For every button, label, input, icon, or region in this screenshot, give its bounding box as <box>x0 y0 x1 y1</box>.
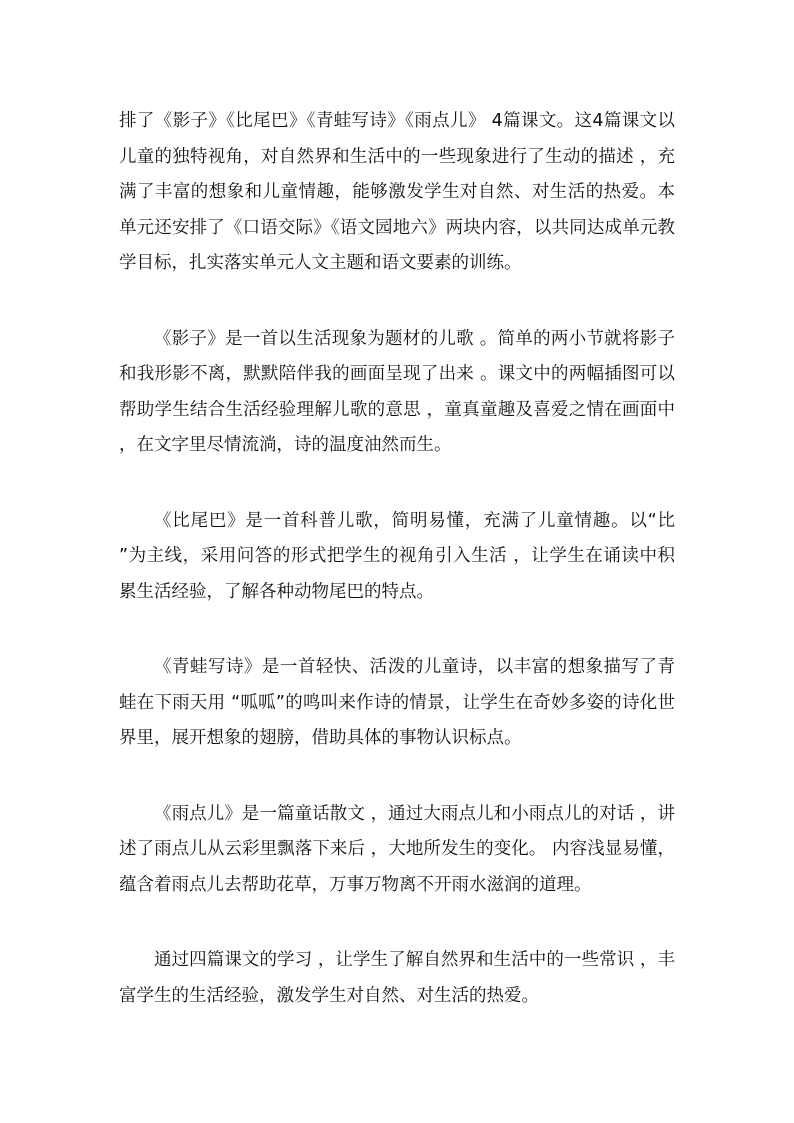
paragraph-biweiba: 《比尾巴》是一首科普儿歌，简明易懂，充满了儿童情趣。以“比 ”为主线，采用问答的形式把学生的视角引入生活 ，让学生在诵读中积累生活经验，了解各种动物尾巴的特点。 <box>119 510 675 602</box>
paragraph-yingzi: 《影子》是一首以生活现象为题材的儿歌 。简单的两小节就将影子和我形影不离，默默陪伴我的画面呈现了出来 。课文中的两幅插图可以帮助学生结合生活经验理解儿歌的意思 ，童真童趣及喜爱之情在画面中 ，在文字里尽情流淌，诗的温度油然而生。 <box>119 328 675 455</box>
paragraph-qingwa-xieshi: 《青蛙写诗》是一首轻快、活泼的儿童诗，以丰富的想象描写了青蛙在下雨天用 “呱呱”的鸣叫来作诗的情景，让学生在奇妙多姿的诗化世界里，展开想象的翅膀，借助具体的事物认识标点。 <box>119 657 675 748</box>
document-page <box>119 104 675 1054</box>
paragraph-summary: 通过四篇课文的学习 ，让学生了解自然界和生活中的一些常识 ，丰富学生的生活经验，激发学生对自然、对生活的热爱。 <box>119 950 675 1006</box>
paragraph-yudianer: 《雨点儿》是一篇童话散文 ，通过大雨点儿和小雨点儿的对话 ，讲述了雨点儿从云彩里飘落下来后 ，大地所发生的变化。 内容浅显易懂，蕴含着雨点儿去帮助花草，万事万物离不开雨水滋润的道理。 <box>119 803 675 895</box>
paragraph-intro: 排了《影子》《比尾巴》《青蛙写诗》《雨点儿》 4篇课文。这4篇课文以儿童的独特视角，对自然界和生活中的一些现象进行了生动的描述 ，充满了丰富的想象和儿童情趣，能够激发学生对自然、对生活的热爱。本单元还安排了《口语交际》《语文园地六》两块内容，以共同达成单元教学目标，扎实落实单元人文主题和语文要素的训练。 <box>119 111 675 273</box>
